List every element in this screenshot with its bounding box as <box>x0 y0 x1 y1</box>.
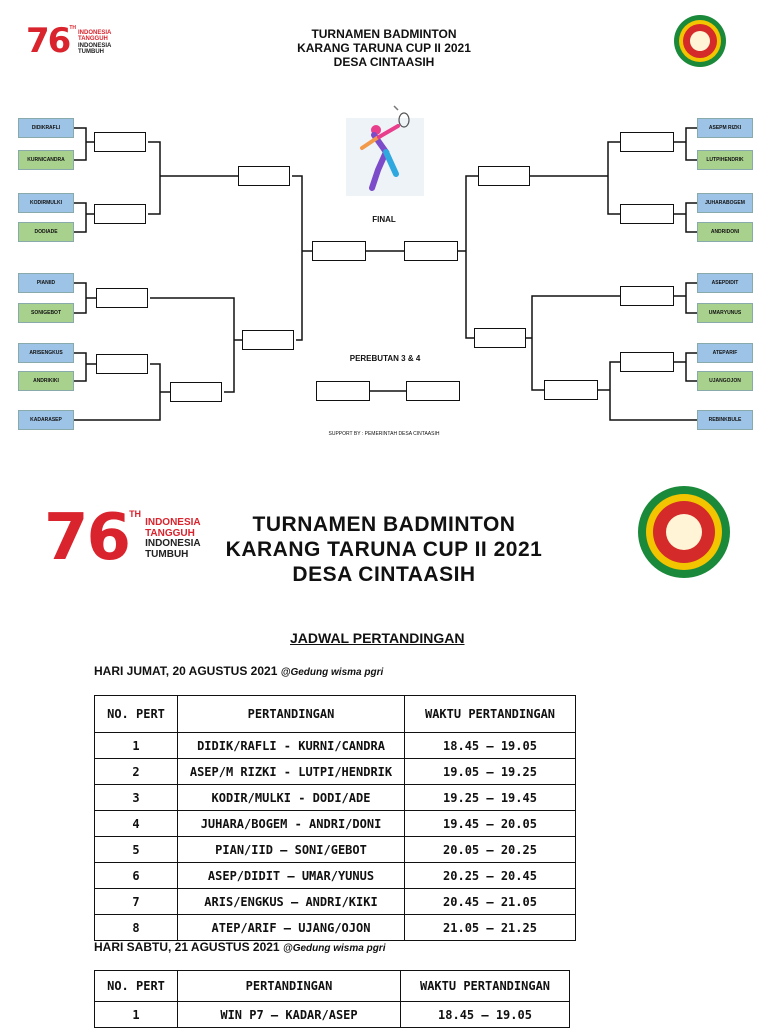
table-row: 5 PIAN/IID – SONI/GEBOT 20.05 – 20.25 <box>95 837 576 863</box>
table-header-row <box>95 971 570 1002</box>
column-header: PERTANDINGAN <box>178 696 405 733</box>
match-box <box>242 330 294 350</box>
day2-venue: @Gedung wisma pgri <box>282 943 386 954</box>
logo-line3: INDONESIA <box>145 538 201 549</box>
match-box <box>620 132 674 152</box>
column-header: PERTANDINGAN <box>178 971 401 1002</box>
bracket-lines <box>0 0 768 450</box>
match-box <box>620 204 674 224</box>
third-place-label: PEREBUTAN 3 & 4 <box>349 354 421 363</box>
player-box-left-8: ANDRI KIKI <box>18 371 74 391</box>
title-line2: KARANG TARUNA CUP II 2021 <box>225 537 543 561</box>
player-box-right-2: LUTPI HENDRIK <box>697 150 753 170</box>
logo-76-bottom <box>44 501 201 575</box>
player-box-left-4: DODI ADE <box>18 222 74 242</box>
match-box <box>96 354 148 374</box>
table-row: 7 ARIS/ENGKUS – ANDRI/KIKI 20.45 – 21.05 <box>95 889 576 915</box>
player-box-right-3: JUHARA BOGEM <box>697 193 753 213</box>
day1-date: HARI JUMAT, 20 AGUSTUS 2021 <box>94 664 281 678</box>
day1-label <box>94 664 383 678</box>
player-box-left-3: KODIR MULKI <box>18 193 74 213</box>
logo-line2: TANGGUH <box>145 527 195 539</box>
player-box-left-2: KURNI CANDRA <box>18 150 74 170</box>
player-box-right-9: REBINK BULE <box>697 410 753 430</box>
match-box <box>474 328 526 348</box>
match-box <box>238 166 290 186</box>
final-box-right <box>404 241 458 261</box>
player-box-left-9: KADAR ASEP <box>18 410 74 430</box>
match-box <box>620 352 674 372</box>
player-box-right-4: ANDRI DONI <box>697 222 753 242</box>
player-box-right-8: UJANG OJON <box>697 371 753 391</box>
day2-label <box>94 940 385 954</box>
logo-line3: INDONESIA <box>78 42 112 49</box>
logo-th: TH <box>69 25 76 31</box>
third-place-box-right <box>406 381 460 401</box>
player-box-left-6: SONI GEBOT <box>18 303 74 323</box>
title-line1: TURNAMEN BADMINTON <box>252 513 516 536</box>
player-box-left-5: PIAN IID <box>18 273 74 293</box>
title-line3: DESA CINTAASIH <box>333 54 435 69</box>
day2-date: HARI SABTU, 21 AGUSTUS 2021 <box>94 940 283 954</box>
karang-taruna-emblem-icon <box>638 486 730 578</box>
player-box-right-7: ATEP ARIF <box>697 343 753 363</box>
title-line3: DESA CINTAASIH <box>292 562 476 586</box>
table-row: 6 ASEP/DIDIT – UMAR/YUNUS 20.25 – 20.45 <box>95 863 576 889</box>
logo-line4: TUMBUH <box>78 48 104 55</box>
day1-venue: @Gedung wisma pgri <box>280 667 384 678</box>
column-header: WAKTU PERTANDINGAN <box>405 696 576 733</box>
page-title-bottom <box>200 513 568 587</box>
schedule-table-day2 <box>94 970 570 1028</box>
match-box <box>94 132 146 152</box>
logo-line4: TUMBUH <box>145 548 189 560</box>
logo-number: 76 <box>44 501 130 575</box>
logo-line1: INDONESIA <box>145 517 201 528</box>
match-box <box>478 166 530 186</box>
match-box <box>96 288 148 308</box>
match-box <box>620 286 674 306</box>
column-header: NO. PERT <box>95 696 178 733</box>
table-row: 1 DIDIK/RAFLI - KURNI/CANDRA 18.45 – 19.05 <box>95 733 576 759</box>
match-box <box>170 382 222 402</box>
title-line1: TURNAMEN BADMINTON <box>311 27 457 41</box>
player-box-right-5: ASEP DIDIT <box>697 273 753 293</box>
table-header-row <box>95 696 576 733</box>
column-header: NO. PERT <box>95 971 178 1002</box>
player-box-left-1: DIDIK RAFLI <box>18 118 74 138</box>
table-row: 4 JUHARA/BOGEM - ANDRI/DONI 19.45 – 20.05 <box>95 811 576 837</box>
schedule-heading: JADWAL PERTANDINGAN <box>290 630 465 646</box>
title-line2: KARANG TARUNA CUP II 2021 <box>297 40 471 55</box>
schedule-table-day1 <box>94 695 576 941</box>
logo-th: TH <box>129 509 142 519</box>
logo-line1: INDONESIA <box>78 30 112 36</box>
table-row: 8 ATEP/ARIF – UJANG/OJON 21.05 – 21.25 <box>95 915 576 941</box>
match-box <box>94 204 146 224</box>
player-box-left-7: ARIS ENGKUS <box>18 343 74 363</box>
column-header: WAKTU PERTANDINGAN <box>401 971 570 1002</box>
third-place-box-left <box>316 381 370 401</box>
final-box-left <box>312 241 366 261</box>
logo-text <box>145 518 201 560</box>
player-box-right-1: ASEP M RIZKI <box>697 118 753 138</box>
table-row: 2 ASEP/M RIZKI - LUTPI/HENDRIK 19.05 – 19.25 <box>95 759 576 785</box>
table-row: 3 KODIR/MULKI - DODI/ADE 19.25 – 19.45 <box>95 785 576 811</box>
logo-line2: TANGGUH <box>78 36 108 43</box>
final-label: FINAL <box>372 215 396 224</box>
player-box-right-6: UMAR YUNUS <box>697 303 753 323</box>
table-row: 1 WIN P7 – KADAR/ASEP 18.45 – 19.05 <box>95 1002 570 1028</box>
logo-number: 76 <box>26 21 70 61</box>
support-text: SUPPORT BY : PEMERINTAH DESA CINTAASIH <box>328 431 440 437</box>
match-box <box>544 380 598 400</box>
